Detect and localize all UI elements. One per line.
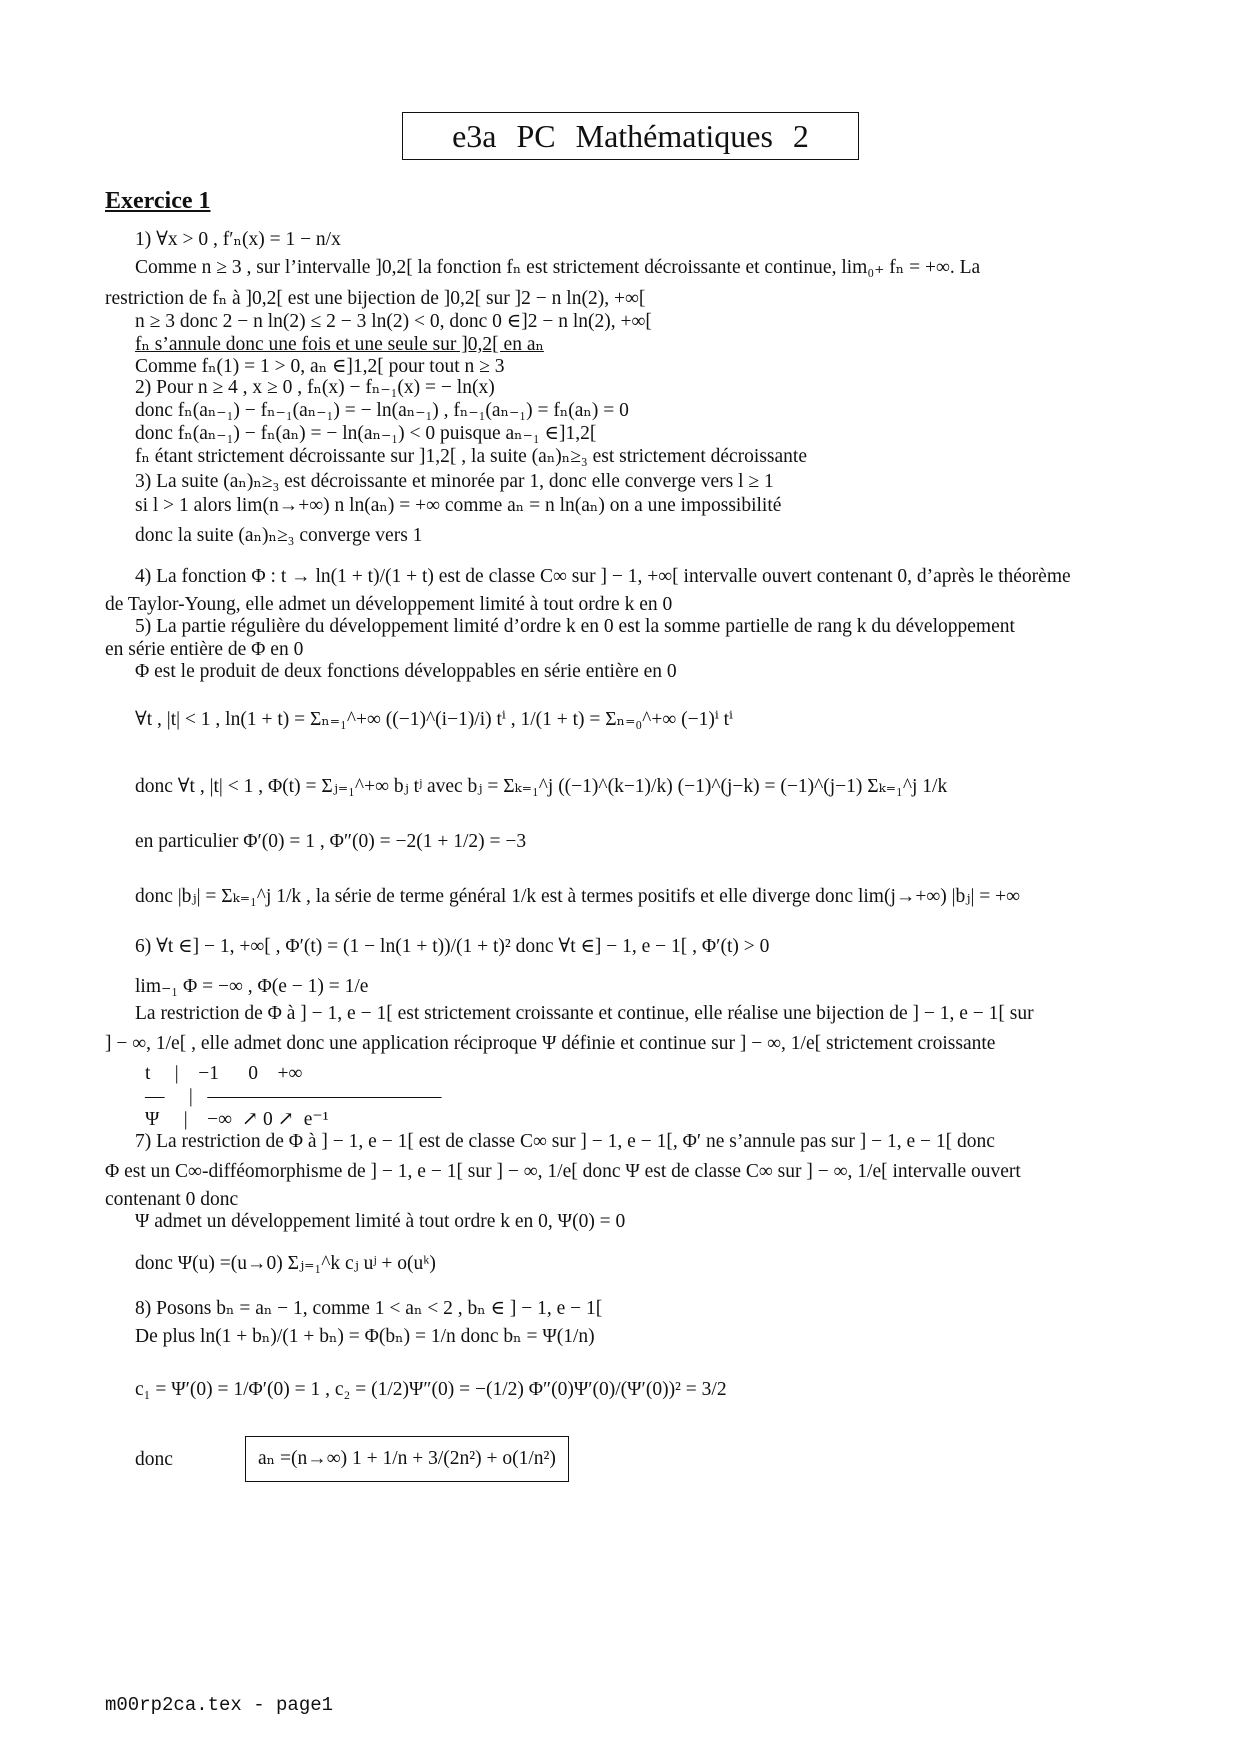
exercise-title: Exercice 1 [105, 188, 211, 214]
text-line: La restriction de Φ à ] − 1, e − 1[ est strictement croissante et continue, elle réalise une bijection de ] − 1, e − 1[ sur [135, 1003, 1034, 1024]
text-line: 7) La restriction de Φ à ] − 1, e − 1[ est de classe C∞ sur ] − 1, e − 1[, Φ′ ne s’annule pas sur ] − 1, e − 1[ donc [135, 1131, 995, 1152]
text-line: 6) ∀t ∈] − 1, +∞[ , Φ′(t) = (1 − ln(1 + t))/(1 + t)² donc ∀t ∈] − 1, e − 1[ , Φ′(t) > 0 [135, 936, 770, 957]
text-line: donc fₙ(aₙ₋₁) − fₙ₋₁(aₙ₋₁) = − ln(aₙ₋₁) , fₙ₋₁(aₙ₋₁) = fₙ(aₙ) = 0 [135, 400, 629, 421]
text-line: donc [135, 1449, 173, 1470]
text-line: 8) Posons bₙ = aₙ − 1, comme 1 < aₙ < 2 , bₙ ∈ ] − 1, e − 1[ [135, 1298, 603, 1319]
text-line: Comme n ≥ 3 , sur l’intervalle ]0,2[ la fonction fₙ est strictement décroissante et continue, lim₀₊ fₙ = +∞. La [135, 257, 981, 278]
text-line: fₙ s’annule donc une fois et une seule sur ]0,2[ en aₙ [135, 334, 544, 355]
text-line: donc ∀t , |t| < 1 , Φ(t) = Σⱼ₌₁^+∞ bⱼ tʲ avec bⱼ = Σₖ₌₁^j ((−1)^(k−1)/k) (−1)^(j−k) = (−1)^(j−1) Σₖ₌₁^j 1/k [135, 776, 948, 797]
text-line: 3) La suite (aₙ)ₙ≥₃ est décroissante et minorée par 1, donc elle converge vers l ≥ 1 [135, 471, 774, 492]
text-line: c₁ = Ψ′(0) = 1/Φ′(0) = 1 , c₂ = (1/2)Ψ″(0) = −(1/2) Φ″(0)Ψ′(0)/(Ψ′(0))² = 3/2 [135, 1379, 727, 1400]
variation-table-row-t: t | −1 0 +∞ [145, 1063, 303, 1084]
text-line: donc |bⱼ| = Σₖ₌₁^j 1/k , la série de terme général 1/k est à termes positifs et elle diverge donc lim(j→+∞) |bⱼ| = +∞ [135, 886, 1020, 907]
text-line: 4) La fonction Φ : t → ln(1 + t)/(1 + t) est de classe C∞ sur ] − 1, +∞[ intervalle ouvert contenant 0, d’après le théorème [135, 566, 1071, 587]
text-line: 2) Pour n ≥ 4 , x ≥ 0 , fₙ(x) − fₙ₋₁(x) = − ln(x) [135, 377, 495, 398]
text-line: donc Ψ(u) =(u→0) Σⱼ₌₁^k cⱼ uʲ + o(uᵏ) [135, 1253, 436, 1274]
text-line: Φ est le produit de deux fonctions développables en série entière en 0 [135, 661, 677, 682]
final-result [245, 1436, 569, 1482]
text-line: 5) La partie régulière du développement limité d’ordre k en 0 est la somme partielle de rang k du développement [135, 616, 1015, 637]
text-line: restriction de fₙ à ]0,2[ est une bijection de ]0,2[ sur ]2 − n ln(2), +∞[ [105, 288, 646, 309]
page-title: e3a PC Mathématiques 2 [402, 112, 859, 160]
text-line: donc fₙ(aₙ₋₁) − fₙ(aₙ) = − ln(aₙ₋₁) < 0 puisque aₙ₋₁ ∈]1,2[ [135, 423, 597, 444]
text-line: ] − ∞, 1/e[ , elle admet donc une application réciproque Ψ définie et continue sur ] − ∞, 1/e[ strictement croissante [105, 1033, 996, 1054]
text-line: Φ est un C∞-difféomorphisme de ] − 1, e − 1[ sur ] − ∞, 1/e[ donc Ψ est de classe C∞ sur ] − ∞, 1/e[ intervalle ouvert [105, 1161, 1021, 1182]
page-footer: m00rp2ca.tex - page1 [105, 1694, 334, 1716]
variation-table-row-psi: Ψ | −∞ ↗ 0 ↗ e⁻¹ [145, 1109, 329, 1130]
text-line: en particulier Φ′(0) = 1 , Φ″(0) = −2(1 + 1/2) = −3 [135, 831, 527, 852]
text-line: contenant 0 donc [105, 1189, 239, 1210]
text-line: en série entière de Φ en 0 [105, 639, 304, 660]
variation-table-separator: — | ———————————— [145, 1086, 442, 1107]
text-line: de Taylor-Young, elle admet un développement limité à tout ordre k en 0 [105, 594, 673, 615]
text-line: Comme fₙ(1) = 1 > 0, aₙ ∈]1,2[ pour tout n ≥ 3 [135, 356, 505, 377]
text-line: si l > 1 alors lim(n→+∞) n ln(aₙ) = +∞ comme aₙ = n ln(aₙ) on a une impossibilité [135, 495, 782, 516]
text-line: Ψ admet un développement limité à tout ordre k en 0, Ψ(0) = 0 [135, 1211, 626, 1232]
text-line: ∀t , |t| < 1 , ln(1 + t) = Σₙ₌₁^+∞ ((−1)^(i−1)/i) tⁱ , 1/(1 + t) = Σₙ₌₀^+∞ (−1)ⁱ tⁱ [135, 709, 733, 730]
text-line: 1) ∀x > 0 , f′ₙ(x) = 1 − n/x [135, 229, 341, 250]
text-line: lim₋₁ Φ = −∞ , Φ(e − 1) = 1/e [135, 976, 369, 997]
text-line: De plus ln(1 + bₙ)/(1 + bₙ) = Φ(bₙ) = 1/n donc bₙ = Ψ(1/n) [135, 1326, 595, 1347]
text-line: donc la suite (aₙ)ₙ≥₃ converge vers 1 [135, 525, 423, 546]
text-line: fₙ étant strictement décroissante sur ]1,2[ , la suite (aₙ)ₙ≥₃ est strictement décroissante [135, 446, 807, 467]
text-line: n ≥ 3 donc 2 − n ln(2) ≤ 2 − 3 ln(2) < 0, donc 0 ∈]2 − n ln(2), +∞[ [135, 311, 652, 332]
final-result-box: aₙ =(n→∞) 1 + 1/n + 3/(2n²) + o(1/n²) [245, 1436, 569, 1482]
